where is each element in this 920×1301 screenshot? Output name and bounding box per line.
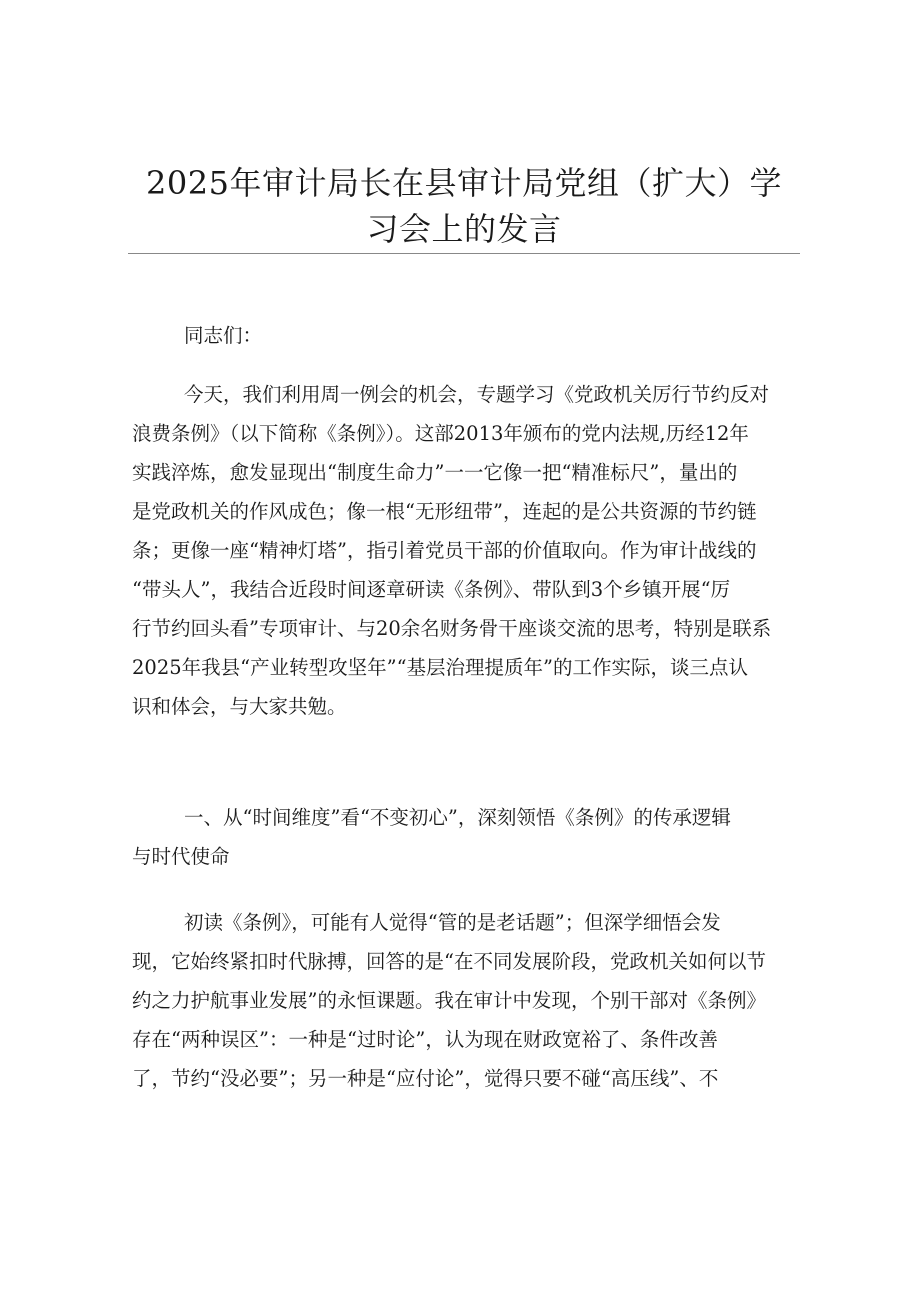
- section-heading-1-line: 一、从“时间维度”看“不变初心”，深刻领悟《条例》的传承逻辑: [184, 806, 731, 829]
- paragraph-2-line: 存在“两种误区”：一种是“过时论”，认为现在财政宽裕了、条件改善: [132, 1028, 718, 1051]
- title-line-2: 习会上的发言: [366, 210, 562, 248]
- paragraph-1-line: 识和体会，与大家共勉。: [132, 695, 347, 718]
- paragraph-1: [132, 375, 796, 726]
- paragraph-2: [132, 903, 796, 1098]
- paragraph-1-line: 实践淬炼，愈发显现出“制度生命力”一一它像一把“精准标尺”，量出的: [132, 461, 738, 484]
- salutation: 同志们：: [184, 324, 263, 347]
- salutation-block: [132, 316, 796, 355]
- paragraph-1-line: 浪费条例》（以下简称《条例》）。这部2013年颁布的党内法规,历经12年: [132, 422, 749, 445]
- paragraph-1-line: “带头人”，我结合近段时间逐章研读《条例》、带队到3个乡镇开展“厉: [132, 578, 731, 601]
- title-line-1: 2025年审计局长在县审计局党组（扩大）学: [146, 164, 782, 202]
- section-heading-1-line: 与时代使命: [132, 845, 230, 868]
- paragraph-1-line: 是党政机关的作风成色；像一根“无形纽带”，连起的是公共资源的节约链: [132, 500, 757, 523]
- paragraph-1-line: 2025年我县“产业转型攻坚年”“基层治理提质年”的工作实际，谈三点认: [132, 656, 749, 679]
- title-underline: [128, 253, 800, 254]
- paragraph-1-line: 行节约回头看”专项审计、与20余名财务骨干座谈交流的思考，特别是联系: [132, 617, 772, 640]
- paragraph-2-line: 初读《条例》，可能有人觉得“管的是老话题”；但深学细悟会发: [184, 911, 721, 934]
- section-heading-1: [132, 798, 796, 876]
- paragraph-2-line: 约之力护航事业发展”的永恒课题。我在审计中发现，个别干部对《条例》: [132, 989, 766, 1012]
- paragraph-2-line: 现，它始终紧扣时代脉搏，回答的是“在不同发展阶段，党政机关如何以节: [132, 950, 766, 973]
- paragraph-1-line: 今天，我们利用周一例会的机会，专题学习《党政机关厉行节约反对: [184, 383, 770, 406]
- document-title: [128, 160, 800, 252]
- paragraph-2-line: 了，节约“没必要”；另一种是“应付论”，觉得只要不碰“高压线”、不: [132, 1067, 719, 1090]
- paragraph-1-line: 条；更像一座“精神灯塔”，指引着党员干部的价值取向。作为审计战线的: [132, 539, 757, 562]
